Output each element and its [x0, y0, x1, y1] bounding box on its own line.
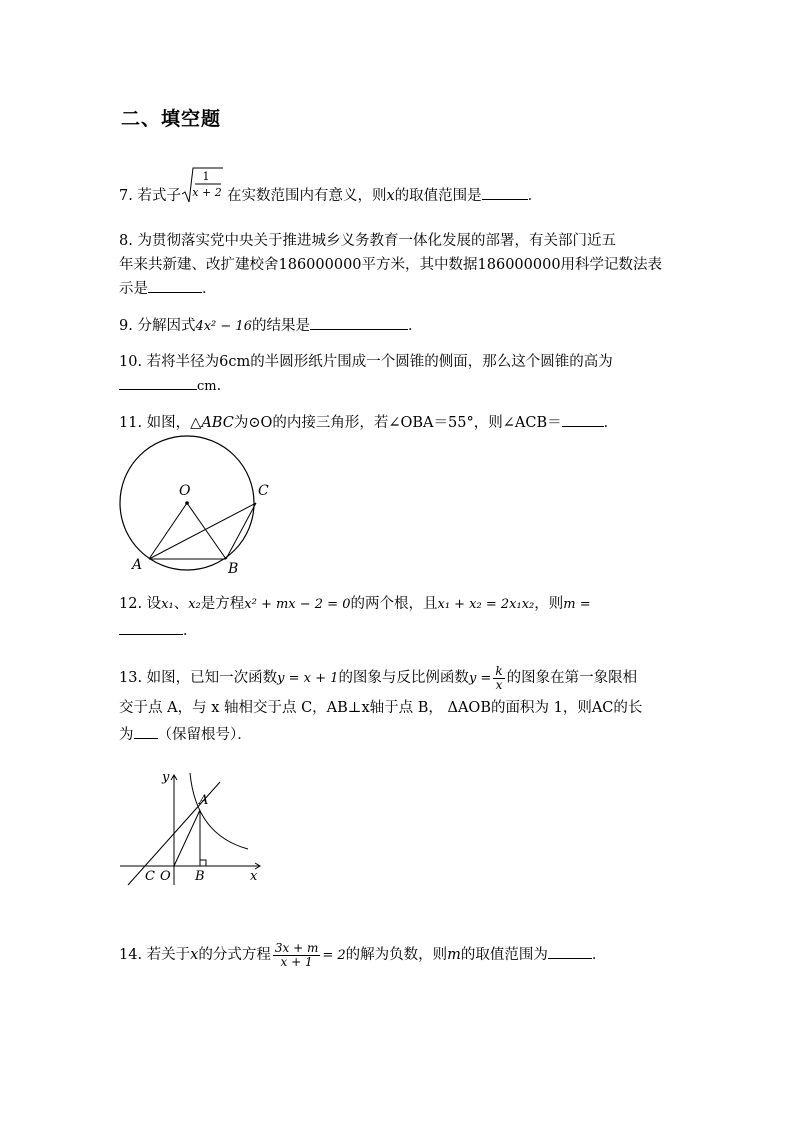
- q13-inverse-fn: y =: [468, 671, 492, 686]
- q13-graph-figure: [116, 765, 266, 890]
- q8-line-1: 8. 为贯彻落实党中央关于推进城乡义务教育一体化发展的部署，有关部门近五: [119, 233, 616, 249]
- question-13: [119, 663, 642, 747]
- q14-denominator: x + 1: [280, 954, 313, 969]
- q14-m: m: [447, 947, 461, 963]
- q14-answer-blank[interactable]: [548, 943, 592, 959]
- q9-end: ．: [407, 318, 423, 334]
- q8-line-3: 示是: [119, 281, 148, 297]
- q7-pre: 若式子: [137, 188, 181, 204]
- q7-var: x: [386, 188, 395, 204]
- label-a: A: [132, 557, 143, 573]
- q10-line-1: 10. 若将半径为6cm的半圆形纸片围成一个圆锥的侧面，那么这个圆锥的高为: [119, 354, 613, 370]
- q12-condition: x₁ + x₂ = 2x₁x₂: [437, 597, 535, 612]
- q12-answer-blank[interactable]: [119, 619, 183, 635]
- label-o: O: [160, 869, 171, 884]
- q7-end: ．: [527, 188, 543, 204]
- q12-x1: x₁: [161, 597, 174, 612]
- label-c: C: [145, 869, 155, 884]
- q12-end: ．: [183, 623, 198, 639]
- segment-ac: [149, 503, 256, 559]
- q11-triangle: △ABC: [190, 415, 234, 431]
- q14-numerator: 3x + m: [274, 940, 319, 955]
- q11-text: 为⊙O的内接三角形，若∠OBA＝55°，则∠ACB＝: [233, 415, 562, 431]
- question-11: [119, 411, 618, 435]
- q11-number: 11. 如图，: [119, 415, 191, 431]
- q12-mid2: 的两个根，且: [350, 596, 438, 612]
- label-b: B: [228, 561, 239, 577]
- q13-k-over-x: [493, 665, 504, 692]
- q8-line-2: 年来共新建、改扩建校舍186000000平方米，其中数据186000000用科学记数法表: [119, 257, 663, 273]
- q8-answer-blank[interactable]: [148, 277, 202, 293]
- q12-sep: 、: [173, 596, 189, 612]
- q13-line1-post: 的图象在第一象限相: [506, 670, 638, 686]
- q13-k: k: [495, 663, 503, 678]
- q7-frac-num: 1: [202, 170, 210, 183]
- right-angle-mark: [200, 860, 206, 866]
- q13-x-den: x: [495, 677, 503, 692]
- label-y: y: [162, 770, 170, 785]
- q14-x: x: [190, 947, 199, 963]
- q13-line3-post: （保留根号）．: [157, 727, 252, 743]
- q14-end: ．: [591, 947, 607, 963]
- q14-rhs: = 2: [322, 948, 346, 963]
- q10-end: ．: [216, 378, 232, 394]
- q7-post-a: 在实数范围内有意义，则: [226, 188, 387, 204]
- section-title: 二、填空题: [121, 108, 222, 130]
- question-12: [119, 592, 591, 643]
- q9-answer-blank[interactable]: [310, 314, 408, 330]
- q11-circle-figure: [110, 435, 290, 580]
- segment-oa: [149, 503, 187, 559]
- q13-line3-pre: 为: [119, 727, 134, 743]
- q12-m: m =: [563, 597, 591, 612]
- q14-post-a: 的解为负数，则: [345, 947, 448, 963]
- center-point: [185, 501, 189, 505]
- hyperbola-curve: [190, 773, 248, 849]
- q7-sqrt-expression: [181, 170, 223, 216]
- q9-pre: 9. 分解因式: [119, 318, 196, 334]
- question-14: [119, 940, 606, 971]
- q12-pre: 12. 设: [119, 596, 162, 612]
- q12-equation: x² + mx − 2 = 0: [244, 597, 351, 612]
- q13-answer-blank[interactable]: [134, 723, 158, 739]
- q9-expression: 4x² − 16: [195, 319, 252, 334]
- sqrt-symbol: [181, 164, 223, 204]
- q7-frac-den: x + 2: [192, 186, 222, 199]
- label-x: x: [250, 869, 258, 884]
- question-8: [119, 229, 662, 301]
- q13-line1-mid: 的图象与反比例函数: [338, 670, 469, 686]
- q7-answer-blank[interactable]: [482, 184, 528, 200]
- q12-x2: x₂: [188, 597, 201, 612]
- q7-post-b: 的取值范围是: [394, 188, 482, 204]
- label-o: O: [179, 483, 191, 499]
- q14-fraction: [273, 942, 320, 969]
- q12-post: ，则: [534, 596, 564, 612]
- q9-post: 的结果是: [251, 318, 310, 334]
- label-a: A: [199, 793, 209, 808]
- q12-mid: 是方程: [200, 596, 245, 612]
- q13-line1-pre: 13. 如图，已知一次函数: [119, 670, 278, 686]
- q11-end: ．: [603, 415, 619, 431]
- question-10: [119, 350, 613, 399]
- label-b: B: [195, 869, 205, 884]
- q8-end: ．: [202, 281, 217, 297]
- q14-post-b: 的取值范围为: [460, 947, 548, 963]
- label-c: C: [258, 483, 269, 499]
- q10-unit: cm: [197, 379, 217, 394]
- segment-ob: [187, 503, 226, 559]
- question-9: [119, 314, 422, 339]
- q13-line-2: 交于点 A，与 x 轴相交于点 C，AB⊥x轴于点 B， ΔAOB的面积为 1，则AC的长: [119, 700, 643, 716]
- q14-pre: 14. 若关于: [119, 947, 191, 963]
- q13-linear-fn: y = x + 1: [277, 671, 339, 686]
- question-7: [119, 170, 543, 216]
- q7-number: 7.: [119, 188, 138, 204]
- q10-answer-blank[interactable]: [119, 374, 197, 390]
- q11-answer-blank[interactable]: [562, 411, 604, 427]
- q14-mid: 的分式方程: [198, 947, 271, 963]
